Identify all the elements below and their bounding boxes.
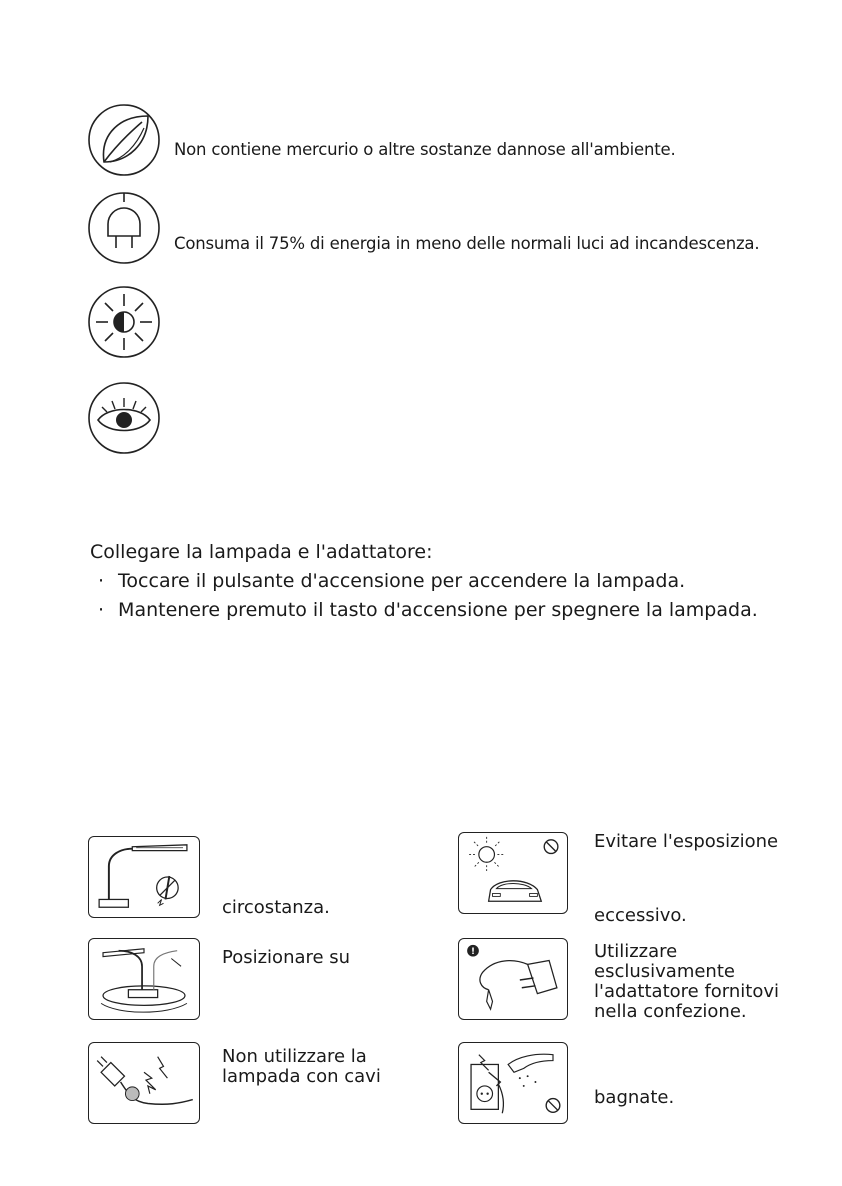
- wet-hands-socket-icon: [458, 1042, 568, 1124]
- warning-text-cable-line1: Non utilizzare la: [222, 1046, 367, 1067]
- warning-text-adapter-line4: nella confezione.: [594, 1001, 747, 1022]
- svg-text:!: !: [471, 947, 475, 958]
- sun-car-icon: [458, 832, 568, 914]
- bullet: ·: [97, 570, 105, 592]
- brightness-icon: [86, 284, 162, 360]
- power-adapter-icon: [458, 938, 568, 1020]
- damaged-cable-icon: [88, 1042, 200, 1124]
- instructions-heading: Collegare la lampada e l'adattatore:: [90, 541, 433, 563]
- warning-text-adapter-line3: l'adattatore fornitovi: [594, 981, 780, 1002]
- warning-text-surface: Posizionare su: [222, 947, 351, 968]
- warning-text-adapter-line1: Utilizzare: [594, 941, 678, 962]
- instruction-text: Toccare il pulsante d'accensione per accendere la lampada.: [118, 570, 686, 592]
- instruction-item: [90, 596, 758, 625]
- leaf-icon: [86, 102, 162, 178]
- eye-icon: [86, 380, 162, 456]
- feature-text-mercury: Non contiene mercurio o altre sostanze dannose all'ambiente.: [174, 140, 676, 159]
- lamp-no-disassemble-icon: [88, 836, 200, 918]
- feature-text-energy: Consuma il 75% di energia in meno delle normali luci ad incandescenza.: [174, 234, 760, 253]
- warning-text-circumstance: circostanza.: [222, 897, 330, 918]
- warning-text-cable-line2: lampada con cavi: [222, 1066, 381, 1087]
- warning-text-wet: bagnate.: [594, 1087, 675, 1108]
- instruction-item: [90, 567, 758, 596]
- bullet: ·: [97, 599, 105, 621]
- warning-text-exposure: Evitare l'esposizione: [594, 831, 779, 852]
- lamp-stable-surface-icon: [88, 938, 200, 1020]
- warning-text-adapter-line2: esclusivamente: [594, 961, 735, 982]
- bulb-icon: [86, 190, 162, 266]
- warning-text-excessive: eccessivo.: [594, 905, 687, 926]
- instructions: [90, 538, 758, 625]
- instruction-text: Mantenere premuto il tasto d'accensione per spegnere la lampada.: [118, 599, 758, 621]
